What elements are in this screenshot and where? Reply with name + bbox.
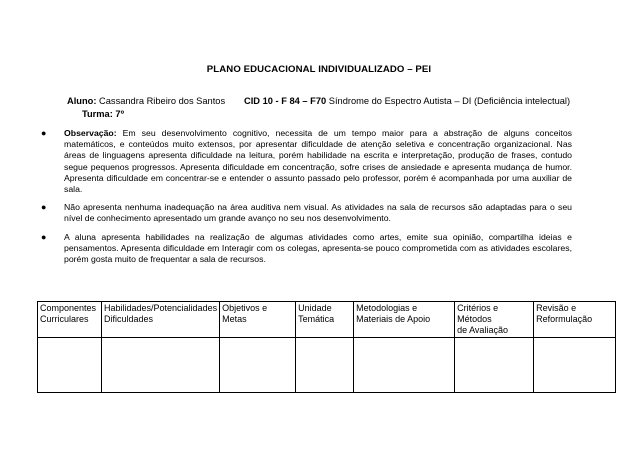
cid-info (244, 96, 570, 106)
student-name: Cassandra Ribeiro dos Santos (99, 96, 226, 106)
header-line: Dificuldades (104, 314, 154, 324)
table-cell (220, 338, 296, 393)
table-cell (296, 338, 354, 393)
cid-description: Síndrome do Espectro Autista – DI (Deficiência intelectual) (328, 96, 571, 106)
bullet-icon: ● (41, 128, 47, 138)
header-line: Metodologias e (356, 303, 418, 313)
header-line: Métodos (457, 314, 492, 324)
page-title: PLANO EDUCACIONAL INDIVIDUALIZADO – PEI (206, 64, 432, 75)
bullet-icon: ● (41, 231, 47, 242)
observation-text: A aluna apresenta habilidades na realização de algumas atividades como artes, emite sua opinião, compartilha ideias e pensamentos. Apresenta dificuldade em Interagir com os colegas, apresenta-se pouco comprometida com as atividades escolares, porém gosta muito de frequentar a sala de recursos. (64, 231, 572, 265)
header-line: Objetivos e (222, 303, 268, 313)
table-row (38, 338, 616, 393)
header-line: de Avaliação (457, 325, 508, 335)
cid-code: CID 10 - F 84 – F70 (244, 96, 327, 106)
observation-item (38, 202, 572, 224)
header-line: Unidade (298, 303, 332, 313)
header-habilidades (102, 302, 220, 338)
observation-item (38, 128, 572, 195)
header-metodologias (354, 302, 455, 338)
observations-list (38, 128, 572, 272)
observation-text: Não apresenta nenhuma inadequação na área auditiva nem visual. As atividades na sala de recursos são adaptadas para o seu nível de conhecimento apresentado um grande avanço no seu nos desenvolvimento. (64, 202, 572, 224)
observation-label: Observação: (64, 128, 117, 138)
header-objetivos-metas (220, 302, 296, 338)
header-unidade-tematica (296, 302, 354, 338)
header-line: Metas (222, 314, 247, 324)
observation-item (38, 232, 572, 266)
header-revisao-reformulacao (534, 302, 616, 338)
table-cell (38, 338, 102, 393)
header-line: Habilidades/Potencialidades (104, 303, 218, 313)
table-header-row (38, 302, 616, 338)
header-line: Curriculares (40, 314, 89, 324)
turma-label: Turma: 7º (82, 109, 124, 119)
header-componentes-curriculares (38, 302, 102, 338)
header-criterios-avaliacao (455, 302, 534, 338)
table-cell (102, 338, 220, 393)
header-line: Revisão e (536, 303, 577, 313)
table-cell (534, 338, 616, 393)
student-info (67, 96, 225, 106)
pei-table (37, 301, 616, 393)
header-line: Critérios e (457, 303, 499, 313)
header-line: Reformulação (536, 314, 593, 324)
header-line: Temática (298, 314, 335, 324)
header-line: Materiais de Apoio (356, 314, 431, 324)
student-label: Aluno: (67, 96, 97, 106)
table-cell (354, 338, 455, 393)
observation-text: Em seu desenvolvimento cognitivo, necessita de um tempo maior para a abstração de alguns conceitos matemáticos, e conteúdos muito extensos, por apresentar dificuldade de atenção seletiva e concentração organizacional. Nas áreas de linguagens apresenta dificuldade na leitura, porém habilidade na escrita e interpretação, produção de frases, contudo segue pequenos progressos. Apresenta dificuldade em concentração, sofre crises de ansiedade e apresenta mudança de humor. Apresenta dificuldade em concentrar-se e entender o assunto passado pelo professor, porém é acompanhada por uma auxiliar de sala. (64, 128, 572, 195)
table-cell (455, 338, 534, 393)
bullet-icon: ● (41, 202, 47, 213)
header-line: Componentes (40, 303, 97, 313)
